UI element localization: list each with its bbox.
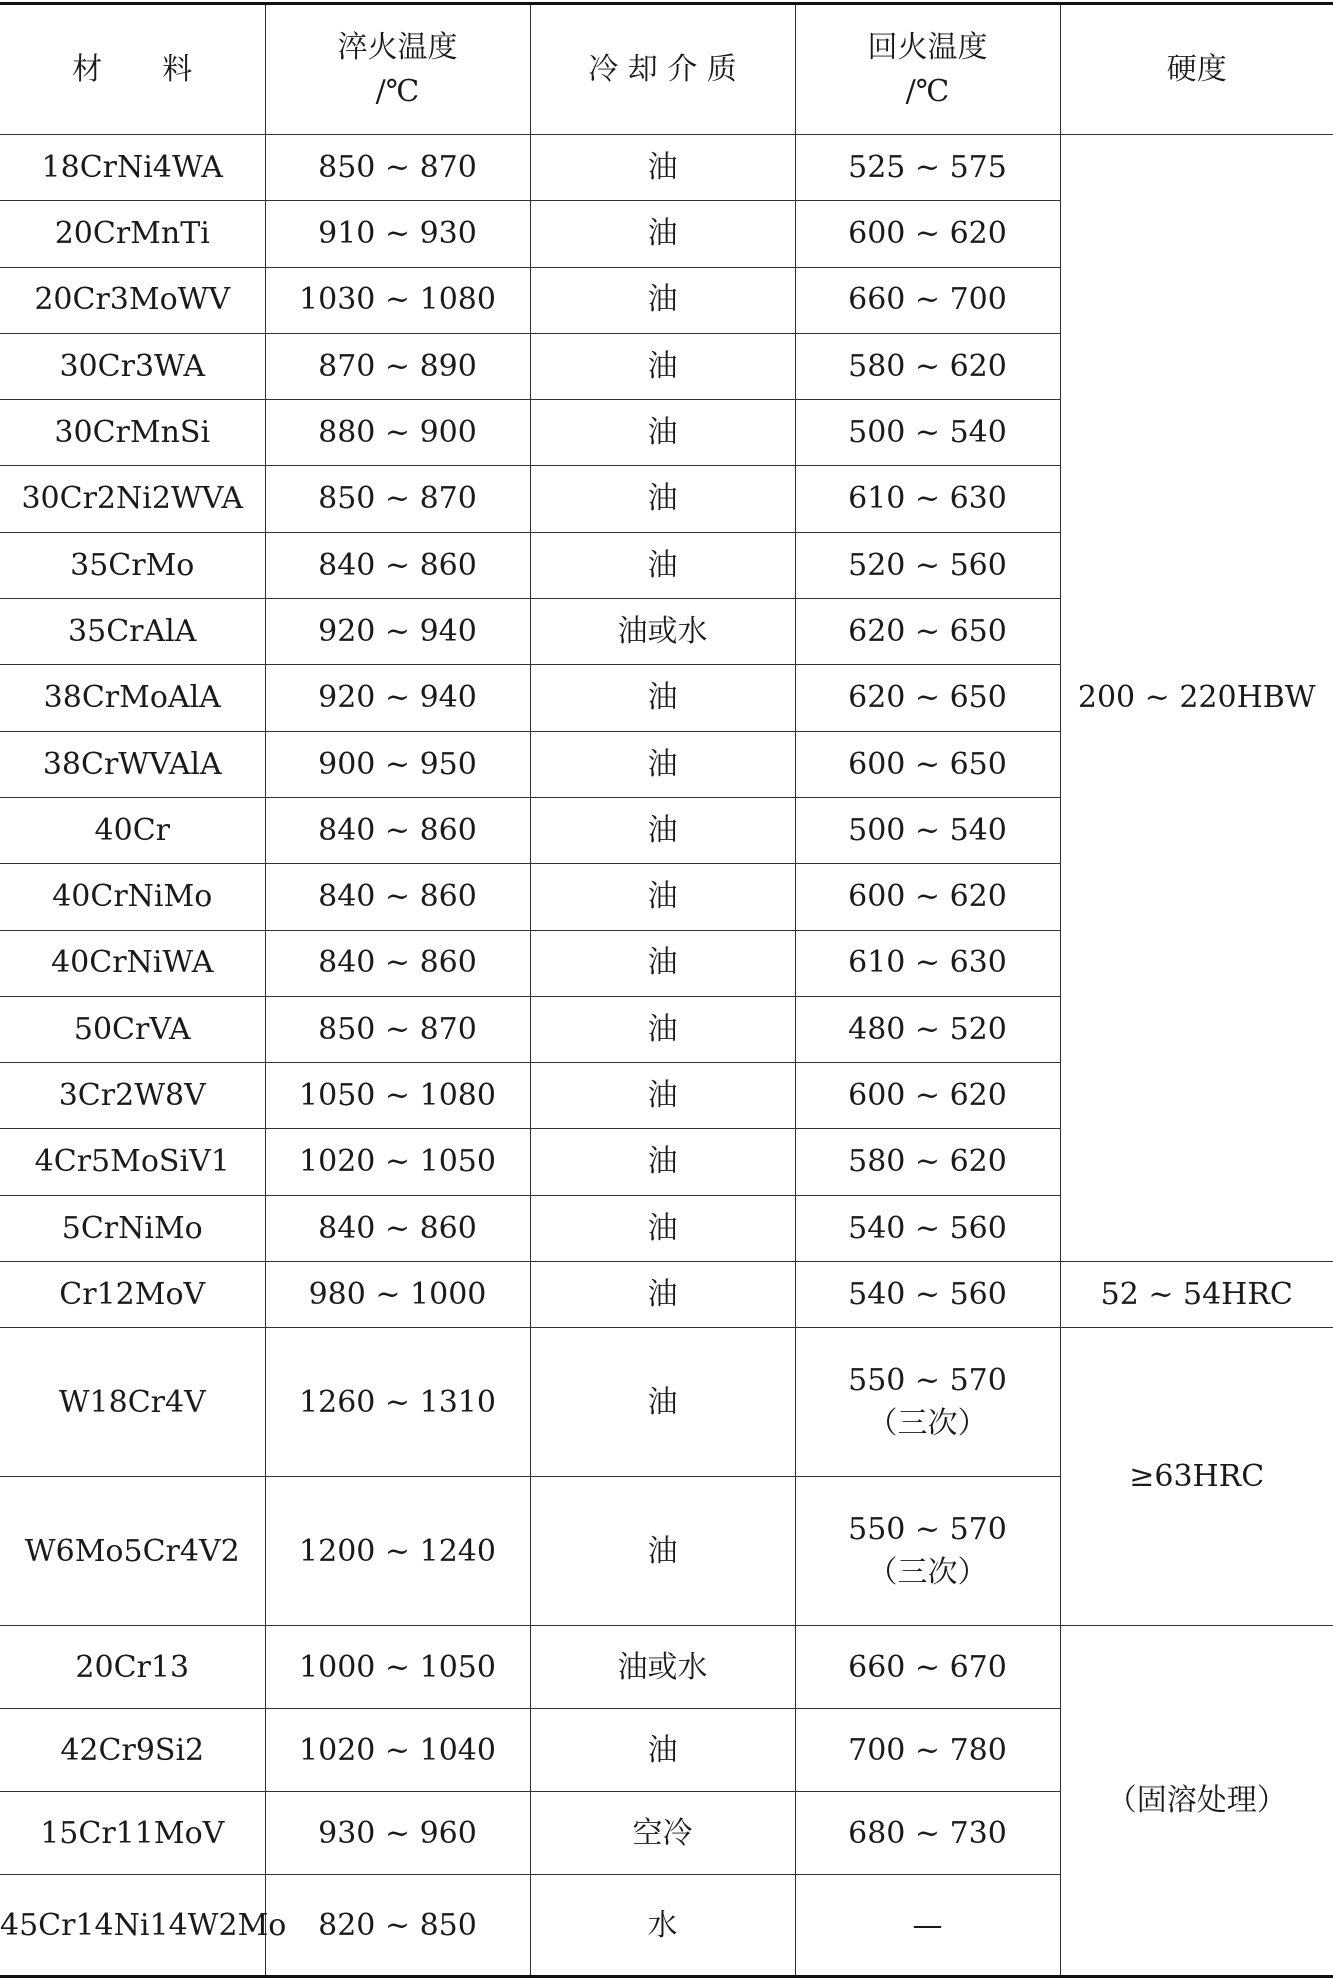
temper-cell: — — [795, 1875, 1060, 1977]
header-quench-temp-label: 淬火温度 — [337, 30, 458, 65]
cooling-cell: 油 — [530, 864, 795, 930]
temper-cell: 520 ~ 560 — [795, 532, 1060, 598]
temper-value: 550 ~ 570 — [848, 1362, 1007, 1398]
hardness-cell: ≥63HRC — [1060, 1328, 1333, 1626]
cooling-cell: 油 — [530, 731, 795, 797]
quench-cell: 1030 ~ 1080 — [265, 267, 530, 333]
cooling-cell: 油 — [530, 135, 795, 201]
material-cell: 3Cr2W8V — [0, 1063, 265, 1129]
cooling-cell: 油 — [530, 466, 795, 532]
quench-cell: 930 ~ 960 — [265, 1792, 530, 1875]
temper-cell: 525 ~ 575 — [795, 135, 1060, 201]
temper-cell — [795, 1477, 1060, 1626]
temper-cell: 620 ~ 650 — [795, 665, 1060, 731]
header-temper-temp-unit: /℃ — [905, 73, 950, 109]
quench-cell: 910 ~ 930 — [265, 201, 530, 267]
temper-cell: 610 ~ 630 — [795, 466, 1060, 532]
temper-cell: 480 ~ 520 — [795, 996, 1060, 1062]
cooling-cell: 油或水 — [530, 599, 795, 665]
quench-cell: 980 ~ 1000 — [265, 1262, 530, 1328]
header-quench-temp-unit: /℃ — [375, 73, 420, 109]
material-cell: 20Cr3MoWV — [0, 267, 265, 333]
cooling-cell: 油或水 — [530, 1626, 795, 1709]
material-cell: W6Mo5Cr4V2 — [0, 1477, 265, 1626]
cooling-cell: 水 — [530, 1875, 795, 1977]
quench-cell: 850 ~ 870 — [265, 466, 530, 532]
quench-cell: 840 ~ 860 — [265, 864, 530, 930]
table-row — [0, 1626, 1333, 1709]
temper-cell: 600 ~ 620 — [795, 864, 1060, 930]
material-cell: 35CrAlA — [0, 599, 265, 665]
material-cell: 40Cr — [0, 797, 265, 863]
cooling-cell: 油 — [530, 400, 795, 466]
temper-cell: 500 ~ 540 — [795, 400, 1060, 466]
quench-cell: 850 ~ 870 — [265, 996, 530, 1062]
temper-cell: 620 ~ 650 — [795, 599, 1060, 665]
hardness-cell: 200 ~ 220HBW — [1060, 135, 1333, 1262]
quench-cell: 1260 ~ 1310 — [265, 1328, 530, 1477]
material-cell: 38CrWVAlA — [0, 731, 265, 797]
temper-cell: 700 ~ 780 — [795, 1709, 1060, 1792]
cooling-cell: 油 — [530, 1709, 795, 1792]
quench-cell: 880 ~ 900 — [265, 400, 530, 466]
quench-cell: 1020 ~ 1050 — [265, 1129, 530, 1195]
temper-cell: 540 ~ 560 — [795, 1262, 1060, 1328]
cooling-cell: 油 — [530, 333, 795, 399]
temper-cell: 600 ~ 650 — [795, 731, 1060, 797]
quench-cell: 1050 ~ 1080 — [265, 1063, 530, 1129]
temper-cell: 580 ~ 620 — [795, 1129, 1060, 1195]
quench-cell: 840 ~ 860 — [265, 930, 530, 996]
cooling-cell: 油 — [530, 201, 795, 267]
quench-cell: 1020 ~ 1040 — [265, 1709, 530, 1792]
quench-cell: 1000 ~ 1050 — [265, 1626, 530, 1709]
material-cell: 4Cr5MoSiV1 — [0, 1129, 265, 1195]
material-cell: 30Cr3WA — [0, 333, 265, 399]
header-cooling: 冷 却 介 质 — [530, 4, 795, 135]
heat-treatment-table — [0, 2, 1333, 1978]
material-cell: 35CrMo — [0, 532, 265, 598]
table-row — [0, 135, 1333, 201]
cooling-cell: 油 — [530, 1063, 795, 1129]
material-cell: 45Cr14Ni14W2Mo — [0, 1875, 265, 1977]
header-material: 材 料 — [0, 4, 265, 135]
temper-note: （三次） — [867, 1555, 988, 1591]
material-cell: W18Cr4V — [0, 1328, 265, 1477]
quench-cell: 820 ~ 850 — [265, 1875, 530, 1977]
cooling-cell: 油 — [530, 1477, 795, 1626]
temper-cell: 580 ~ 620 — [795, 333, 1060, 399]
temper-cell: 680 ~ 730 — [795, 1792, 1060, 1875]
material-cell: 20CrMnTi — [0, 201, 265, 267]
temper-cell: 660 ~ 670 — [795, 1626, 1060, 1709]
header-row — [0, 4, 1333, 135]
hardness-cell: 52 ~ 54HRC — [1060, 1262, 1333, 1328]
cooling-cell: 油 — [530, 797, 795, 863]
quench-cell: 850 ~ 870 — [265, 135, 530, 201]
material-cell: 38CrMoAlA — [0, 665, 265, 731]
quench-cell: 840 ~ 860 — [265, 1195, 530, 1261]
cooling-cell: 油 — [530, 1328, 795, 1477]
quench-cell: 900 ~ 950 — [265, 731, 530, 797]
temper-cell: 500 ~ 540 — [795, 797, 1060, 863]
material-cell: 30Cr2Ni2WVA — [0, 466, 265, 532]
quench-cell: 920 ~ 940 — [265, 599, 530, 665]
quench-cell: 1200 ~ 1240 — [265, 1477, 530, 1626]
material-cell: 30CrMnSi — [0, 400, 265, 466]
header-temper-temp — [795, 4, 1060, 135]
header-temper-temp-label: 回火温度 — [867, 30, 988, 65]
cooling-cell: 油 — [530, 1129, 795, 1195]
material-cell: 42Cr9Si2 — [0, 1709, 265, 1792]
cooling-cell: 油 — [530, 532, 795, 598]
material-cell: 18CrNi4WA — [0, 135, 265, 201]
temper-cell: 600 ~ 620 — [795, 201, 1060, 267]
table-row — [0, 1262, 1333, 1328]
temper-cell: 600 ~ 620 — [795, 1063, 1060, 1129]
temper-cell: 660 ~ 700 — [795, 267, 1060, 333]
cooling-cell: 油 — [530, 665, 795, 731]
material-cell: 40CrNiWA — [0, 930, 265, 996]
table-row — [0, 1328, 1333, 1477]
header-hardness: 硬度 — [1060, 4, 1333, 135]
cooling-cell: 油 — [530, 267, 795, 333]
material-cell: Cr12MoV — [0, 1262, 265, 1328]
material-cell: 15Cr11MoV — [0, 1792, 265, 1875]
cooling-cell: 油 — [530, 996, 795, 1062]
header-quench-temp — [265, 4, 530, 135]
material-cell: 20Cr13 — [0, 1626, 265, 1709]
quench-cell: 840 ~ 860 — [265, 532, 530, 598]
material-cell: 5CrNiMo — [0, 1195, 265, 1261]
hardness-cell: （固溶处理） — [1060, 1626, 1333, 1977]
material-cell: 40CrNiMo — [0, 864, 265, 930]
cooling-cell: 油 — [530, 1262, 795, 1328]
temper-cell — [795, 1328, 1060, 1477]
material-cell: 50CrVA — [0, 996, 265, 1062]
cooling-cell: 油 — [530, 930, 795, 996]
quench-cell: 840 ~ 860 — [265, 797, 530, 863]
cooling-cell: 油 — [530, 1195, 795, 1261]
quench-cell: 920 ~ 940 — [265, 665, 530, 731]
temper-cell: 540 ~ 560 — [795, 1195, 1060, 1261]
cooling-cell: 空冷 — [530, 1792, 795, 1875]
quench-cell: 870 ~ 890 — [265, 333, 530, 399]
temper-cell: 610 ~ 630 — [795, 930, 1060, 996]
temper-value: 550 ~ 570 — [848, 1511, 1007, 1547]
temper-note: （三次） — [867, 1406, 988, 1442]
